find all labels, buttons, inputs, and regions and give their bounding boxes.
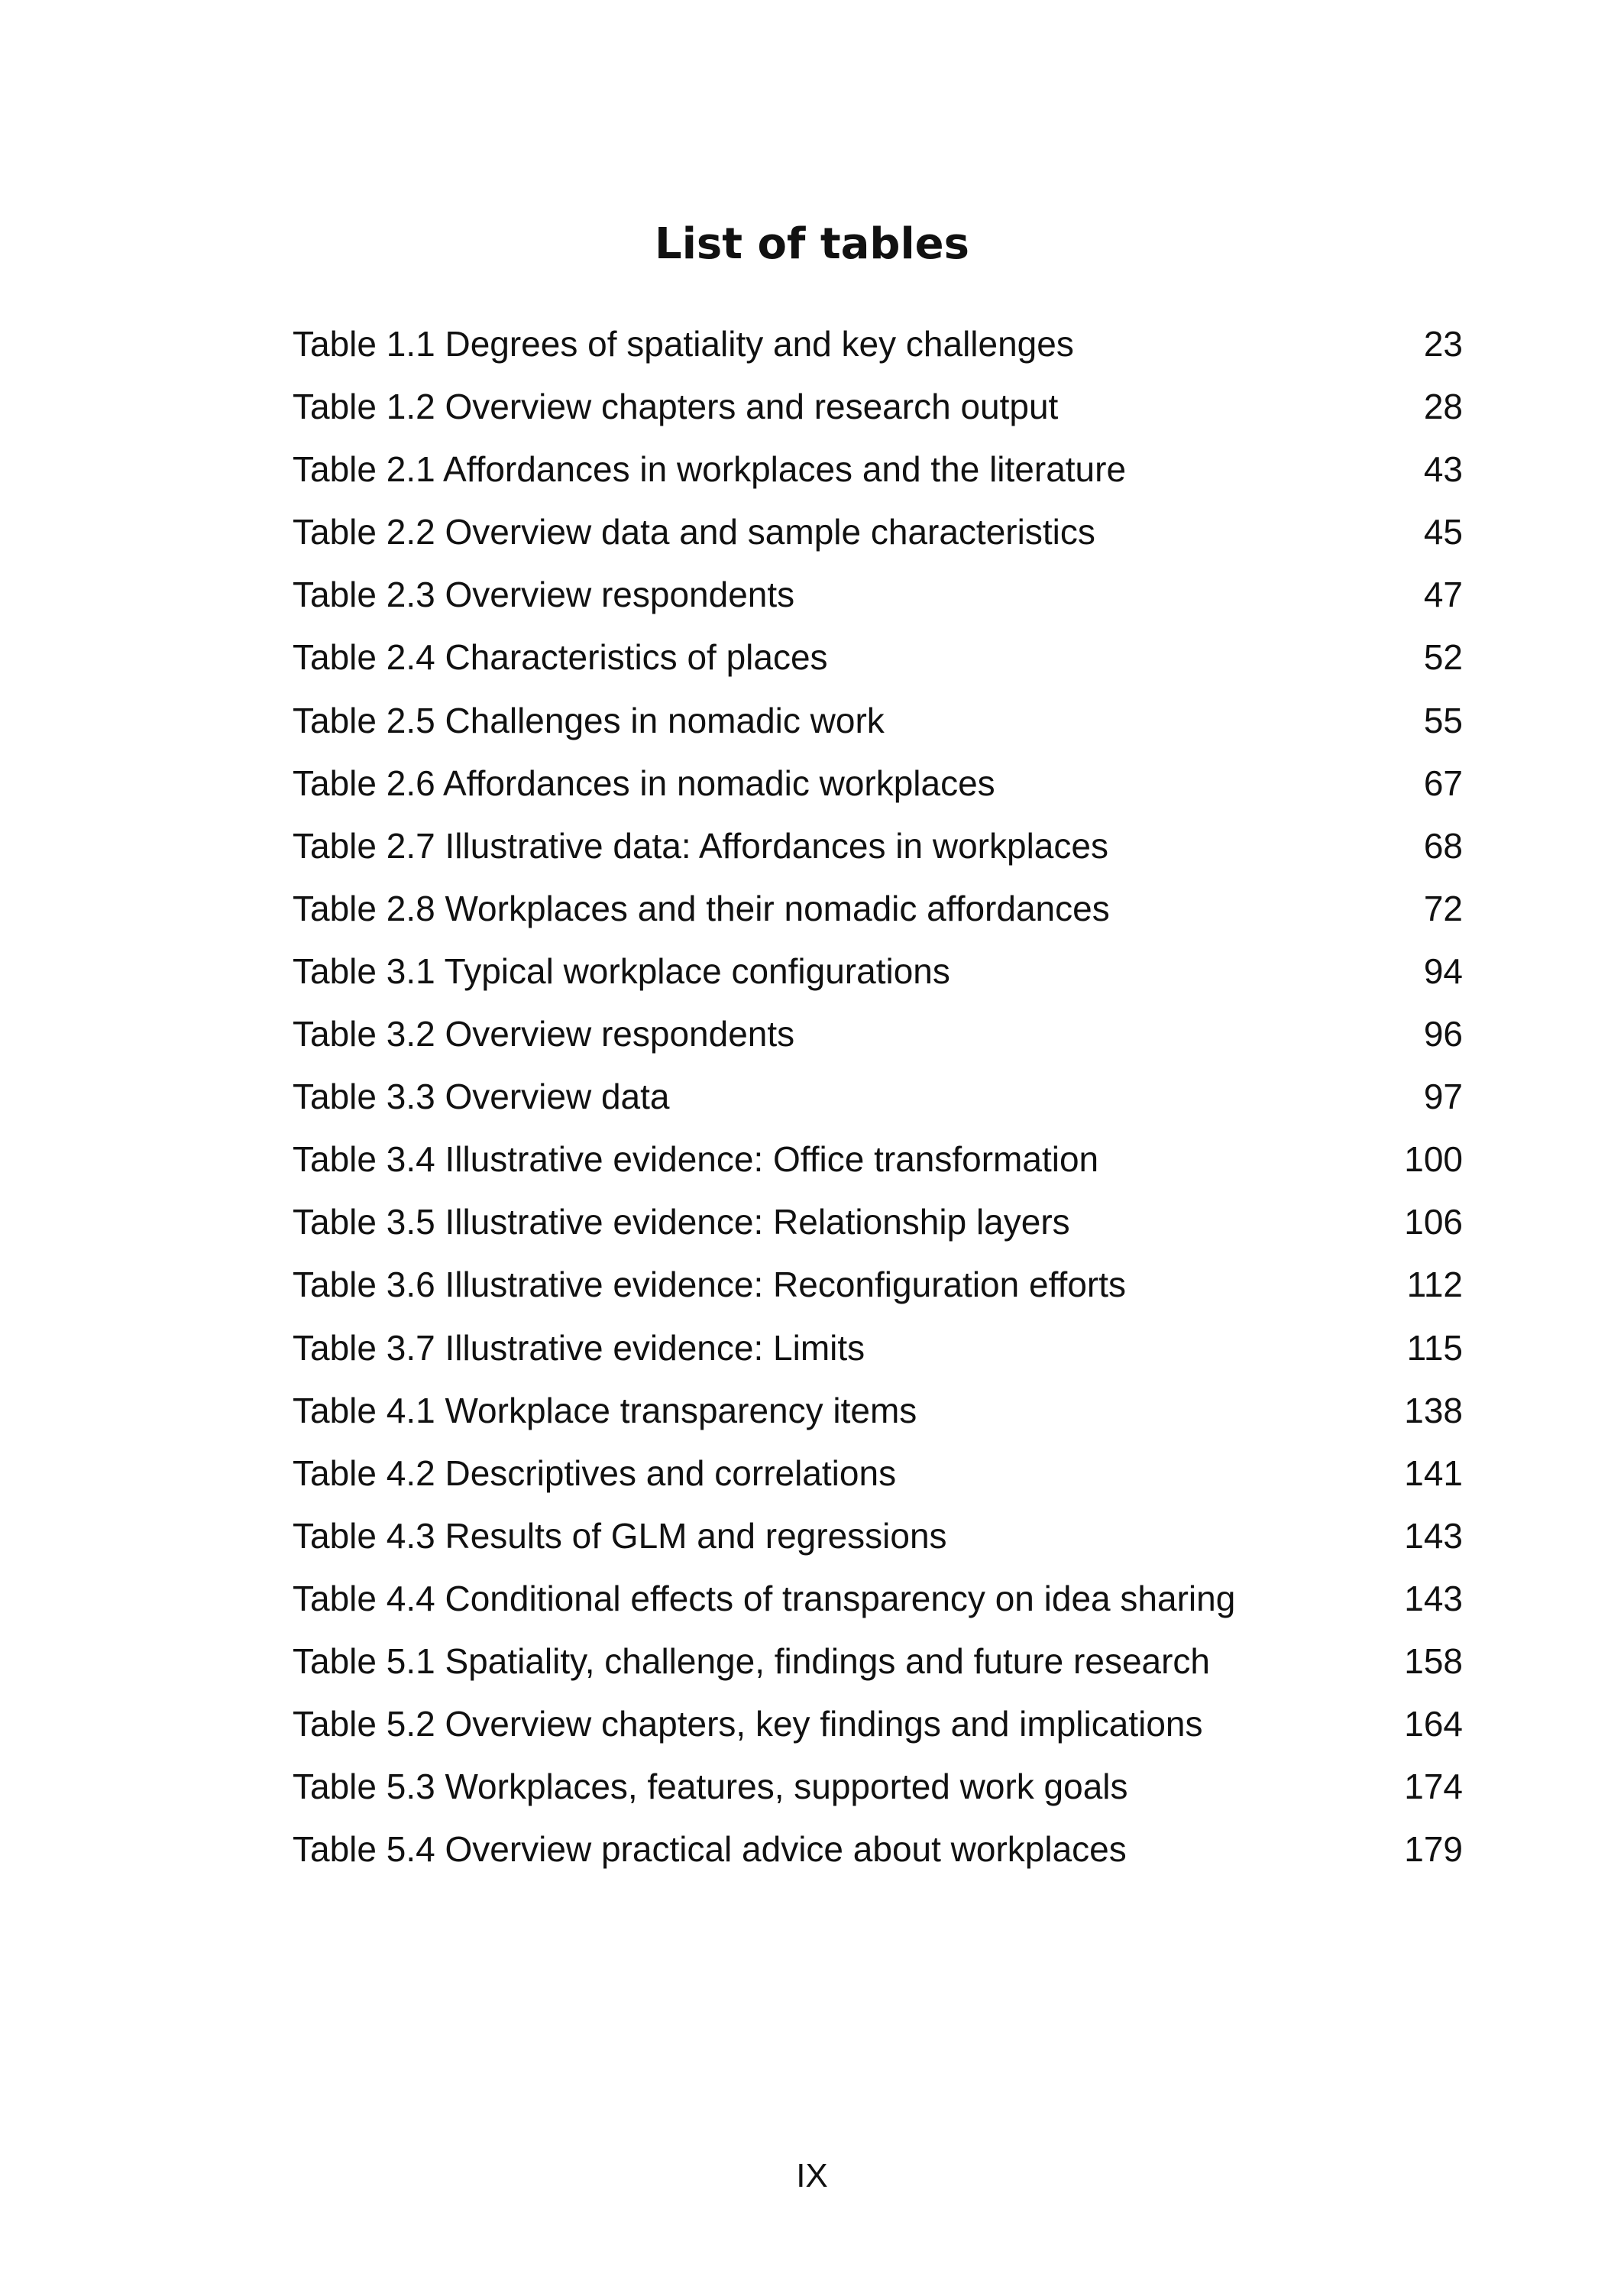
toc-entry-page: 72	[1423, 888, 1463, 928]
toc-entry	[293, 1572, 1463, 1634]
toc-entry	[293, 1070, 1463, 1132]
toc-entry-label: Table 5.4 Overview practical advice about workplaces	[293, 1829, 1127, 1870]
toc-entry-label: Table 2.8 Workplaces and their nomadic affordances	[293, 888, 1110, 928]
toc-entry	[293, 1195, 1463, 1258]
toc-entry	[293, 944, 1463, 1007]
toc-entry-page: 47	[1423, 575, 1463, 615]
toc-entry-label: Table 2.2 Overview data and sample characteristics	[293, 512, 1095, 552]
toc-entry-label: Table 5.3 Workplaces, features, supported work goals	[293, 1767, 1128, 1807]
toc-entry-label: Table 3.2 Overview respondents	[293, 1014, 795, 1054]
toc-entry-label: Table 3.5 Illustrative evidence: Relationship layers	[293, 1202, 1070, 1242]
toc-entry-page: 143	[1404, 1515, 1463, 1556]
toc-entry	[293, 756, 1463, 819]
toc-entry-page: 106	[1404, 1202, 1463, 1242]
toc-entry-page: 143	[1404, 1578, 1463, 1618]
toc-entry-label: Table 1.2 Overview chapters and research output	[293, 387, 1059, 427]
toc-entry-page: 158	[1404, 1640, 1463, 1681]
toc-entry	[293, 380, 1463, 442]
toc-entry-label: Table 2.1 Affordances in workplaces and the literature	[293, 449, 1127, 490]
toc-entry	[293, 1760, 1463, 1822]
toc-entry-page: 96	[1423, 1014, 1463, 1054]
toc-entry-label: Table 4.1 Workplace transparency items	[293, 1390, 917, 1430]
toc-entry-page: 45	[1423, 512, 1463, 552]
toc-entry-label: Table 3.7 Illustrative evidence: Limits	[293, 1327, 865, 1368]
toc-entry-label: Table 2.4 Characteristics of places	[293, 637, 828, 678]
toc-entry-label: Table 2.6 Affordances in nomadic workplaces	[293, 763, 995, 803]
toc-entry-page: 55	[1423, 700, 1463, 740]
toc-entry	[293, 1634, 1463, 1697]
toc-entry-page: 115	[1406, 1327, 1463, 1368]
toc-entry	[293, 1384, 1463, 1446]
toc-entry-page: 100	[1404, 1139, 1463, 1180]
toc-entry-page: 179	[1404, 1829, 1463, 1870]
toc-entry	[293, 568, 1463, 630]
toc-entry	[293, 505, 1463, 568]
toc-entry	[293, 1321, 1463, 1384]
page-title: List of tables	[655, 219, 969, 269]
toc-entry	[293, 882, 1463, 944]
toc-entry-page: 43	[1423, 449, 1463, 490]
toc-entry-label: Table 1.1 Degrees of spatiality and key challenges	[293, 324, 1074, 364]
toc-entry	[293, 1446, 1463, 1509]
toc-entry	[293, 819, 1463, 882]
page-number: IX	[796, 2157, 828, 2194]
toc-entry-label: Table 2.7 Illustrative data: Affordances in workplaces	[293, 825, 1108, 866]
toc-entry-page: 164	[1404, 1704, 1463, 1744]
toc-entry-label: Table 3.3 Overview data	[293, 1077, 670, 1117]
toc-entry	[293, 1822, 1463, 1885]
toc-entry-page: 67	[1423, 763, 1463, 803]
toc-entry-page: 94	[1423, 951, 1463, 991]
toc-entry	[293, 1509, 1463, 1572]
toc-entry-label: Table 2.5 Challenges in nomadic work	[293, 700, 885, 740]
toc-entry-page: 112	[1406, 1265, 1463, 1305]
toc-entry	[293, 694, 1463, 756]
toc-entry-page: 97	[1423, 1077, 1463, 1117]
toc-entry-label: Table 4.2 Descriptives and correlations	[293, 1453, 897, 1493]
toc-entry-label: Table 3.1 Typical workplace configurations	[293, 951, 950, 991]
toc-entry-label: Table 2.3 Overview respondents	[293, 575, 795, 615]
toc-entry-label: Table 3.6 Illustrative evidence: Reconfiguration efforts	[293, 1265, 1126, 1305]
toc-entry	[293, 1007, 1463, 1070]
toc-entry	[293, 442, 1463, 505]
toc-entry	[293, 630, 1463, 693]
toc-entry-page: 52	[1423, 637, 1463, 678]
toc-entry	[293, 1258, 1463, 1320]
list-of-tables	[293, 317, 1463, 1885]
toc-entry	[293, 317, 1463, 380]
toc-entry-page: 28	[1423, 387, 1463, 427]
toc-entry-label: Table 5.2 Overview chapters, key findings and implications	[293, 1704, 1203, 1744]
toc-entry-label: Table 4.3 Results of GLM and regressions	[293, 1515, 947, 1556]
toc-entry	[293, 1697, 1463, 1760]
toc-entry-label: Table 4.4 Conditional effects of transparency on idea sharing	[293, 1578, 1236, 1618]
toc-entry-page: 174	[1404, 1767, 1463, 1807]
toc-entry-page: 23	[1423, 324, 1463, 364]
toc-entry-page: 138	[1404, 1390, 1463, 1430]
toc-entry	[293, 1132, 1463, 1195]
toc-entry-label: Table 5.1 Spatiality, challenge, findings and future research	[293, 1640, 1211, 1681]
toc-entry-page: 141	[1404, 1453, 1463, 1493]
toc-entry-label: Table 3.4 Illustrative evidence: Office transformation	[293, 1139, 1099, 1180]
toc-entry-page: 68	[1423, 825, 1463, 866]
